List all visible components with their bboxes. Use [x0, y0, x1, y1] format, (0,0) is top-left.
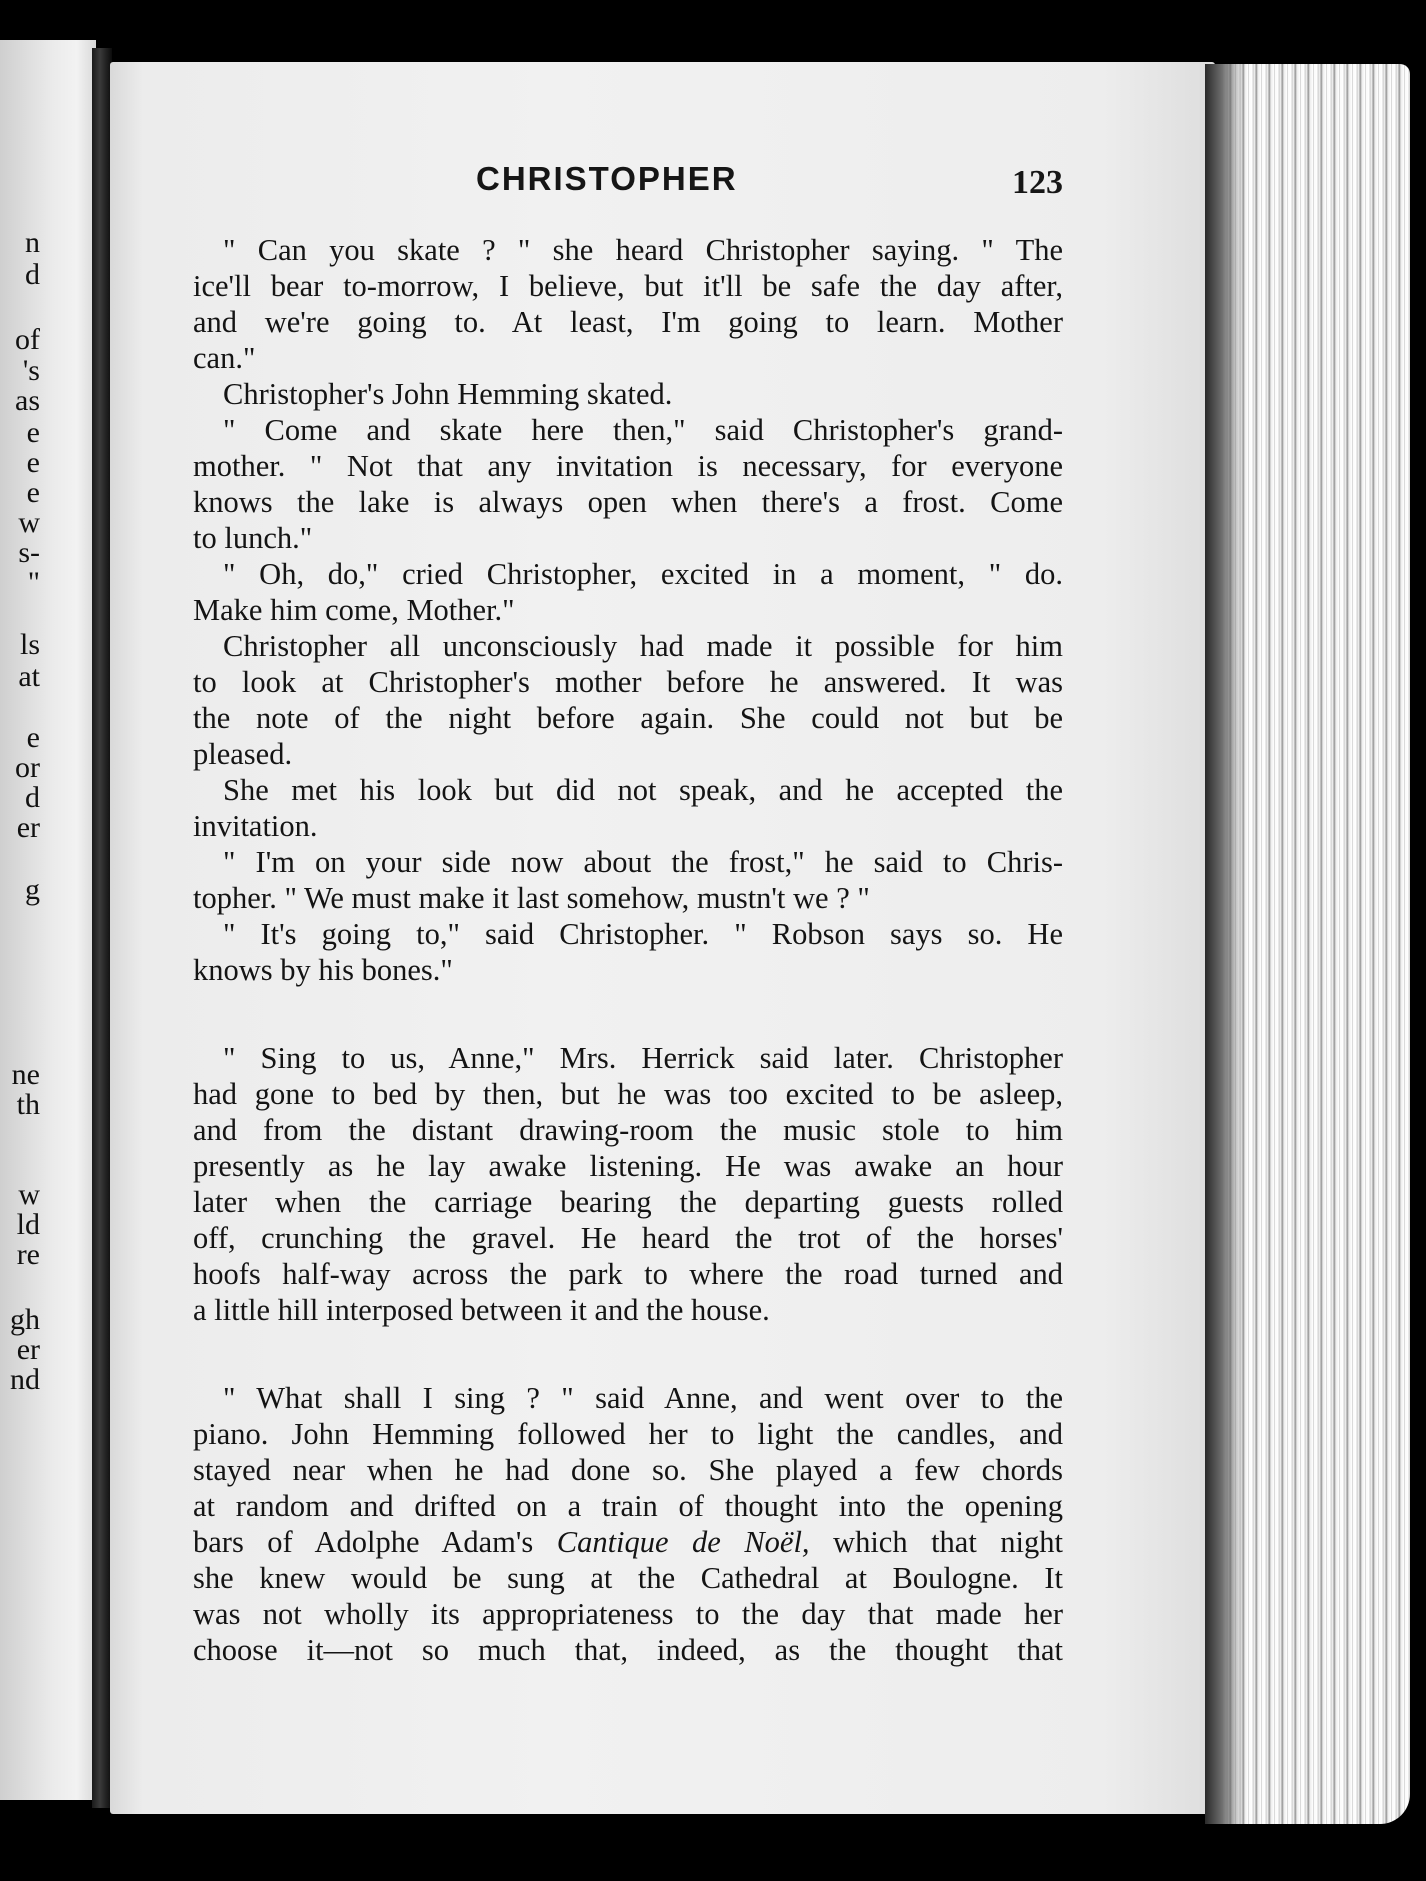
- text-line: presently as he lay awake listening. He was awake an hour: [193, 1149, 1063, 1183]
- text-segment: bars of Adolphe Adam's: [193, 1525, 534, 1559]
- text-line: " It's going to," said Christopher. " Robson says so. He: [223, 917, 1063, 951]
- text-line: at random and drifted on a train of thought into the opening: [193, 1489, 1063, 1523]
- text-line: the note of the night before again. She could not but be: [193, 701, 1063, 735]
- text-line: and we're going to. At least, I'm going to learn. Mother: [193, 305, 1063, 339]
- text-line: " I'm on your side now about the frost," he said to Chris-: [223, 845, 1063, 879]
- text-line: " Can you skate ? " she heard Christopher saying. " The: [223, 233, 1063, 267]
- left-margin-text: e: [26, 476, 40, 509]
- left-margin-text: n: [25, 226, 40, 259]
- text-line: invitation.: [193, 809, 318, 843]
- left-margin-text: w: [18, 506, 40, 539]
- left-margin-text: of: [15, 323, 40, 356]
- text-line: topher. " We must make it last somehow, mustn't we ? ": [193, 881, 870, 915]
- text-line: was not wholly its appropriateness to the day that made her: [193, 1597, 1063, 1631]
- text-line: " Come and skate here then," said Christopher's grand-: [223, 413, 1063, 447]
- text-line: later when the carriage bearing the departing guests rolled: [193, 1185, 1063, 1219]
- text-line: to lunch.": [193, 521, 313, 555]
- italic-title: Cantique de Noël,: [556, 1525, 810, 1559]
- left-margin-text: nd: [10, 1363, 40, 1396]
- left-margin-text: w: [18, 1178, 40, 1211]
- text-line: pleased.: [193, 737, 293, 771]
- text-line: mother. " Not that any invitation is necessary, for everyone: [193, 449, 1063, 483]
- left-margin-text: d: [25, 258, 40, 291]
- text-line: knows by his bones.": [193, 953, 453, 987]
- text-line: choose it—not so much that, indeed, as the thought that: [193, 1633, 1063, 1667]
- text-line: She met his look but did not speak, and he accepted the: [223, 773, 1063, 807]
- text-line: hoofs half-way across the park to where the road turned and: [193, 1257, 1063, 1291]
- chapter-title: CHRISTOPHER: [476, 160, 738, 197]
- left-margin-text: s-: [18, 536, 40, 569]
- text-line: and from the distant drawing-room the music stole to him: [193, 1113, 1063, 1147]
- left-margin-text: e: [26, 446, 40, 479]
- left-margin-text: er: [16, 811, 40, 844]
- left-margin-text: ld: [16, 1208, 40, 1241]
- text-line: Christopher's John Hemming skated.: [223, 377, 673, 411]
- left-margin-text: g: [25, 873, 40, 906]
- left-margin-text: 's: [22, 354, 40, 387]
- left-margin-text: th: [16, 1088, 40, 1121]
- left-margin-text: d: [25, 781, 40, 814]
- text-line: to look at Christopher's mother before he answered. It was: [193, 665, 1063, 699]
- left-margin-text: er: [16, 1333, 40, 1366]
- text-line: can.": [193, 341, 256, 375]
- left-margin-text: at: [18, 660, 40, 693]
- left-margin-text: ne: [11, 1058, 40, 1091]
- left-margin-text: ": [27, 566, 40, 599]
- page-number: 123: [1012, 164, 1063, 201]
- left-margin-text: re: [16, 1238, 40, 1271]
- left-margin-text: gh: [10, 1303, 40, 1336]
- text-line: a little hill interposed between it and the house.: [193, 1293, 770, 1327]
- left-margin-text: or: [15, 751, 40, 784]
- left-margin-text: as: [15, 384, 40, 417]
- text-line: Make him come, Mother.": [193, 593, 515, 627]
- text-line: she knew would be sung at the Cathedral at Boulogne. It: [193, 1561, 1063, 1595]
- text-line: " What shall I sing ? " said Anne, and went over to the: [223, 1381, 1063, 1415]
- text-line: ice'll bear to-morrow, I believe, but it'll be safe the day after,: [193, 269, 1063, 303]
- text-line: " Sing to us, Anne," Mrs. Herrick said later. Christopher: [223, 1041, 1063, 1075]
- left-margin-text: e: [26, 416, 40, 449]
- text-line: off, crunching the gravel. He heard the trot of the horses': [193, 1221, 1063, 1255]
- text-line: stayed near when he had done so. She played a few chords: [193, 1453, 1063, 1487]
- text-line: piano. John Hemming followed her to light the candles, and: [193, 1417, 1063, 1451]
- left-margin-text: ls: [19, 628, 40, 661]
- left-margin-text: e: [26, 721, 40, 754]
- text-line: " Oh, do," cried Christopher, excited in a moment, " do.: [223, 557, 1063, 591]
- text-line-with-italic: [193, 1524, 1063, 1560]
- text-line: Christopher all unconsciously had made it possible for him: [223, 629, 1063, 663]
- text-line: knows the lake is always open when there's a frost. Come: [193, 485, 1063, 519]
- text-segment: which that night: [833, 1525, 1063, 1559]
- text-line: had gone to bed by then, but he was too excited to be asleep,: [193, 1077, 1063, 1111]
